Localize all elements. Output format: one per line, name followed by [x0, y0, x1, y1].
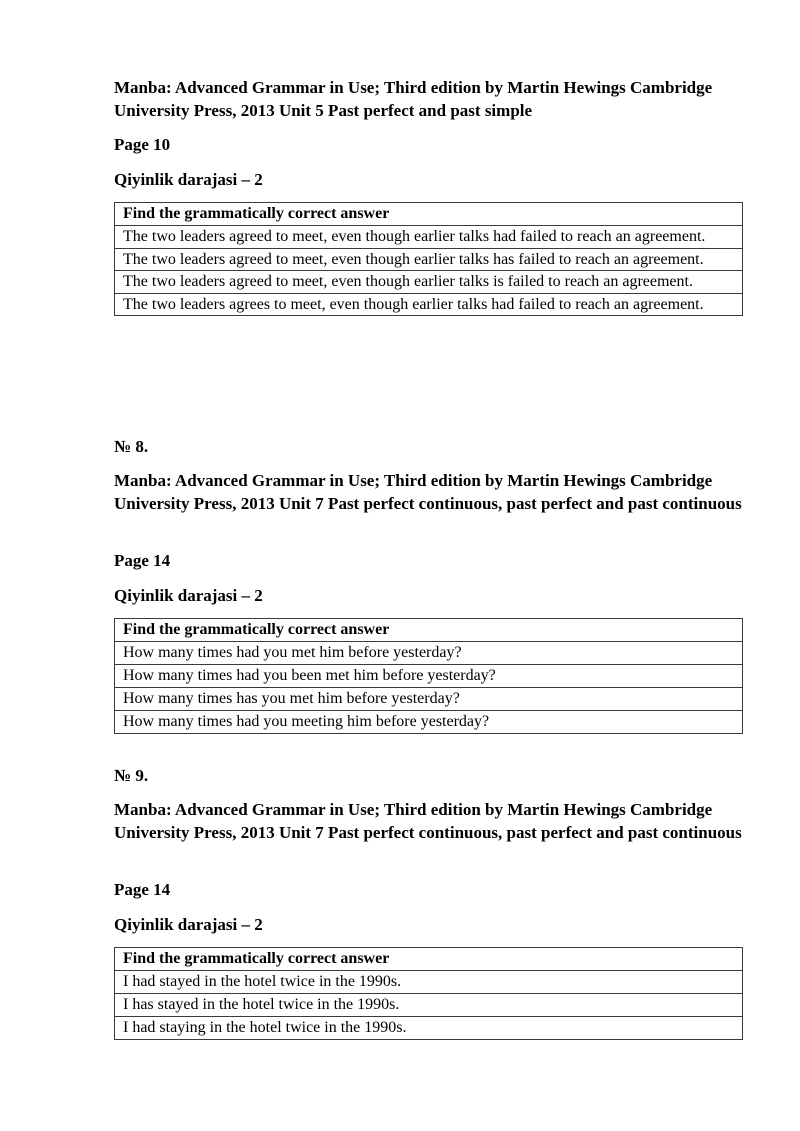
- answer-option[interactable]: How many times had you meeting him before yesterday?: [115, 711, 743, 734]
- answer-option-row[interactable]: [115, 642, 743, 665]
- answer-table: [114, 618, 743, 734]
- answer-option[interactable]: The two leaders agreed to meet, even though earlier talks had failed to reach an agreement.: [115, 226, 743, 249]
- answer-option-row[interactable]: [115, 1017, 743, 1040]
- answer-table: [114, 947, 743, 1040]
- answer-option-row[interactable]: [115, 271, 743, 294]
- source-reference: Manba: Advanced Grammar in Use; Third edition by Martin Hewings Cambridge University Press, 2013 Unit 7 Past perfect continuous, past perfect and past continuous: [114, 800, 742, 842]
- answer-option[interactable]: How many times had you met him before yesterday?: [115, 642, 743, 665]
- answer-option[interactable]: The two leaders agrees to meet, even though earlier talks had failed to reach an agreement.: [115, 293, 743, 316]
- answer-option[interactable]: I had stayed in the hotel twice in the 1990s.: [115, 971, 743, 994]
- table-header-row: [115, 203, 743, 226]
- answer-option[interactable]: How many times had you been met him before yesterday?: [115, 665, 743, 688]
- answer-option-row[interactable]: [115, 293, 743, 316]
- answer-table: [114, 202, 743, 316]
- answer-option[interactable]: How many times has you met him before yesterday?: [115, 688, 743, 711]
- source-reference: Manba: Advanced Grammar in Use; Third edition by Martin Hewings Cambridge University Press, 2013 Unit 5 Past perfect and past simple: [114, 78, 713, 120]
- page-reference: Page 14: [114, 551, 171, 570]
- difficulty-level: Qiyinlik darajasi – 2: [114, 170, 263, 189]
- answer-option[interactable]: The two leaders agreed to meet, even though earlier talks is failed to reach an agreement.: [115, 271, 743, 294]
- table-header-row: [115, 619, 743, 642]
- answer-option-row[interactable]: [115, 971, 743, 994]
- answer-option[interactable]: I had staying in the hotel twice in the 1990s.: [115, 1017, 743, 1040]
- difficulty-level: Qiyinlik darajasi – 2: [114, 586, 263, 605]
- page-reference: Page 10: [114, 135, 171, 154]
- answer-option-row[interactable]: [115, 665, 743, 688]
- answer-option-row[interactable]: [115, 711, 743, 734]
- answer-option-row[interactable]: [115, 994, 743, 1017]
- answer-option-row[interactable]: [115, 688, 743, 711]
- question-number: № 8.: [114, 437, 149, 456]
- answer-option[interactable]: The two leaders agreed to meet, even though earlier talks has failed to reach an agreement.: [115, 248, 743, 271]
- source-reference: Manba: Advanced Grammar in Use; Third edition by Martin Hewings Cambridge University Press, 2013 Unit 7 Past perfect continuous, past perfect and past continuous: [114, 471, 742, 513]
- answer-option-row[interactable]: [115, 226, 743, 249]
- question-number: № 9.: [114, 766, 149, 785]
- answer-option-row[interactable]: [115, 248, 743, 271]
- table-header-row: [115, 948, 743, 971]
- table-header: Find the grammatically correct answer: [115, 948, 743, 971]
- difficulty-level: Qiyinlik darajasi – 2: [114, 915, 263, 934]
- table-header: Find the grammatically correct answer: [115, 619, 743, 642]
- page-reference: Page 14: [114, 880, 171, 899]
- answer-option[interactable]: I has stayed in the hotel twice in the 1990s.: [115, 994, 743, 1017]
- table-header: Find the grammatically correct answer: [115, 203, 743, 226]
